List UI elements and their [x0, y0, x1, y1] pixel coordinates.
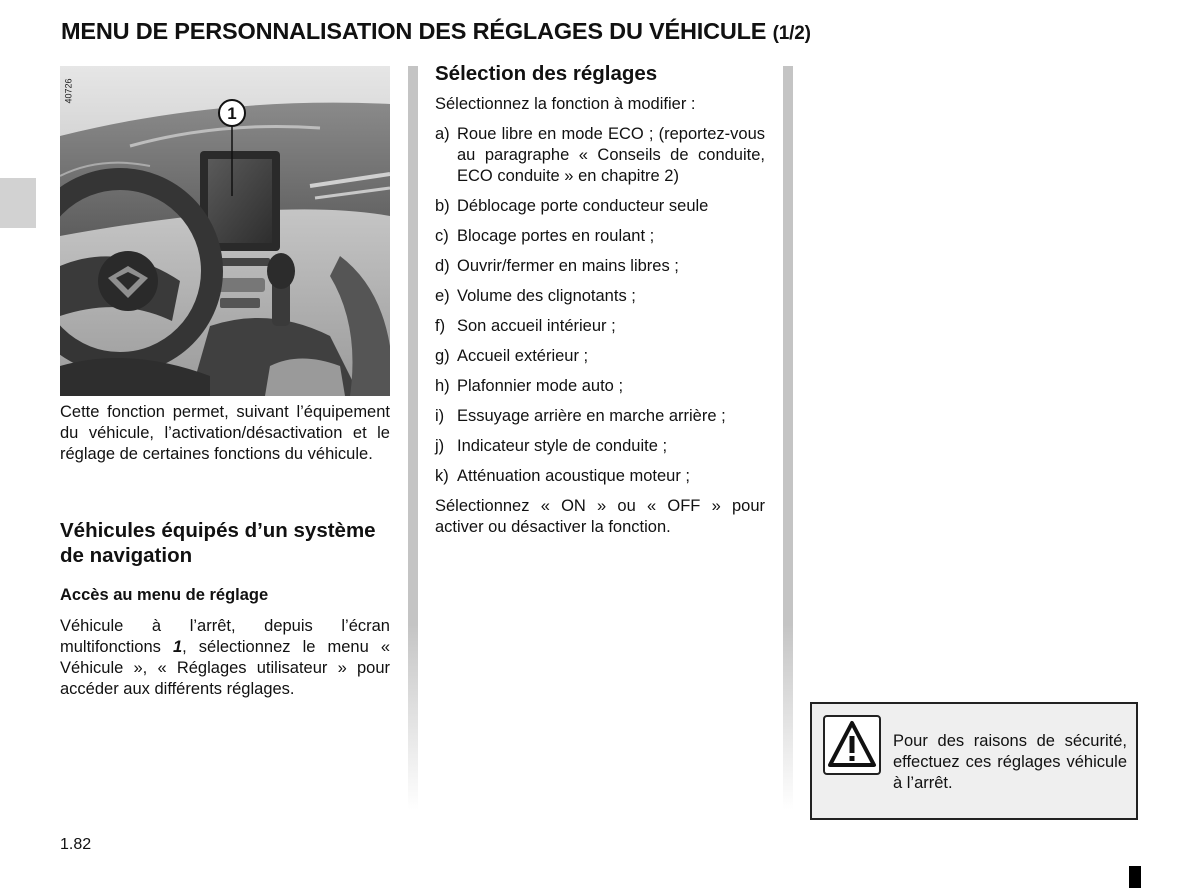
settings-list-item [435, 436, 765, 457]
item-text: Roue libre en mode ECO ; (reportez-vous au paragraphe « Conseils de conduite, ECO conduite » en chapitre 2) [457, 125, 765, 185]
item-text: Déblocage porte conducteur seule [457, 197, 709, 215]
item-letter: j) [435, 437, 445, 455]
access-text-after: , sélectionnez le menu « Véhicule », « Réglages utilisateur » pour accéder aux différents réglages. [60, 638, 390, 698]
item-letter: d) [435, 257, 450, 275]
warning-icon-frame [823, 715, 881, 775]
callout-number: 1 [227, 104, 237, 123]
settings-list-item [435, 466, 765, 487]
item-letter: c) [435, 227, 449, 245]
column-divider-right [783, 66, 793, 810]
item-text: Plafonnier mode auto ; [457, 377, 624, 395]
item-letter: e) [435, 287, 450, 305]
page-number: 1.82 [60, 836, 92, 853]
navigation-heading: Véhicules équipés d’un système de navigation [60, 519, 376, 567]
settings-list-item [435, 346, 765, 367]
item-text: Accueil extérieur ; [457, 347, 589, 365]
item-text: Indicateur style de conduite ; [457, 437, 668, 455]
callout-marker [217, 98, 247, 128]
warning-box [810, 702, 1138, 820]
callout-line [220, 126, 240, 196]
warning-triangle-icon [827, 720, 877, 770]
item-letter: i) [435, 407, 445, 425]
screen-reference: 1 [172, 638, 183, 656]
page-edge-marker [1129, 866, 1141, 888]
settings-list-item [435, 226, 765, 247]
settings-column [435, 60, 765, 547]
item-letter: k) [435, 467, 449, 485]
page-title-main: MENU DE PERSONNALISATION DES RÉGLAGES DU VÉHICULE [61, 18, 767, 44]
item-text: Blocage portes en roulant ; [457, 227, 655, 245]
access-menu-text [60, 616, 390, 700]
item-letter: b) [435, 197, 450, 215]
item-text: Son accueil intérieur ; [457, 317, 616, 335]
settings-list-item [435, 256, 765, 277]
function-description: Cette fonction permet, suivant l’équipement du véhicule, l’activation/désactivation et le réglage de certaines fonctions du véhicule. [60, 403, 390, 463]
settings-list-item [435, 124, 765, 187]
settings-list-item [435, 196, 765, 217]
item-letter: f) [435, 317, 446, 335]
item-text: Volume des clignotants ; [457, 287, 636, 305]
item-letter: a) [435, 125, 450, 143]
settings-list-item [435, 406, 765, 427]
page-title-suffix: (1/2) [772, 23, 811, 44]
settings-list [435, 124, 765, 487]
chapter-tab [0, 178, 36, 228]
settings-intro: Sélectionnez la fonction à modifier : [435, 95, 696, 113]
access-menu-heading: Accès au menu de réglage [60, 586, 269, 604]
item-text: Ouvrir/fermer en mains libres ; [457, 257, 679, 275]
item-letter: g) [435, 347, 450, 365]
warning-text: Pour des raisons de sécurité, effectuez ces réglages véhicule à l’arrêt. [893, 731, 1127, 792]
item-text: Essuyage arrière en marche arrière ; [457, 407, 726, 425]
settings-heading: Sélection des réglages [435, 62, 658, 85]
figure-code: 40726 [63, 78, 74, 104]
page-title [61, 18, 811, 45]
settings-outro: Sélectionnez « ON » ou « OFF » pour activer ou désactiver la fonction. [435, 497, 765, 536]
settings-list-item [435, 376, 765, 397]
settings-list-item [435, 316, 765, 337]
item-letter: h) [435, 377, 450, 395]
access-text-before: Véhicule à l’arrêt, depuis l’écran multifonctions [60, 617, 390, 656]
column-divider-left [408, 66, 418, 810]
dashboard-photo [60, 66, 390, 396]
settings-list-item [435, 286, 765, 307]
item-text: Atténuation acoustique moteur ; [457, 467, 690, 485]
